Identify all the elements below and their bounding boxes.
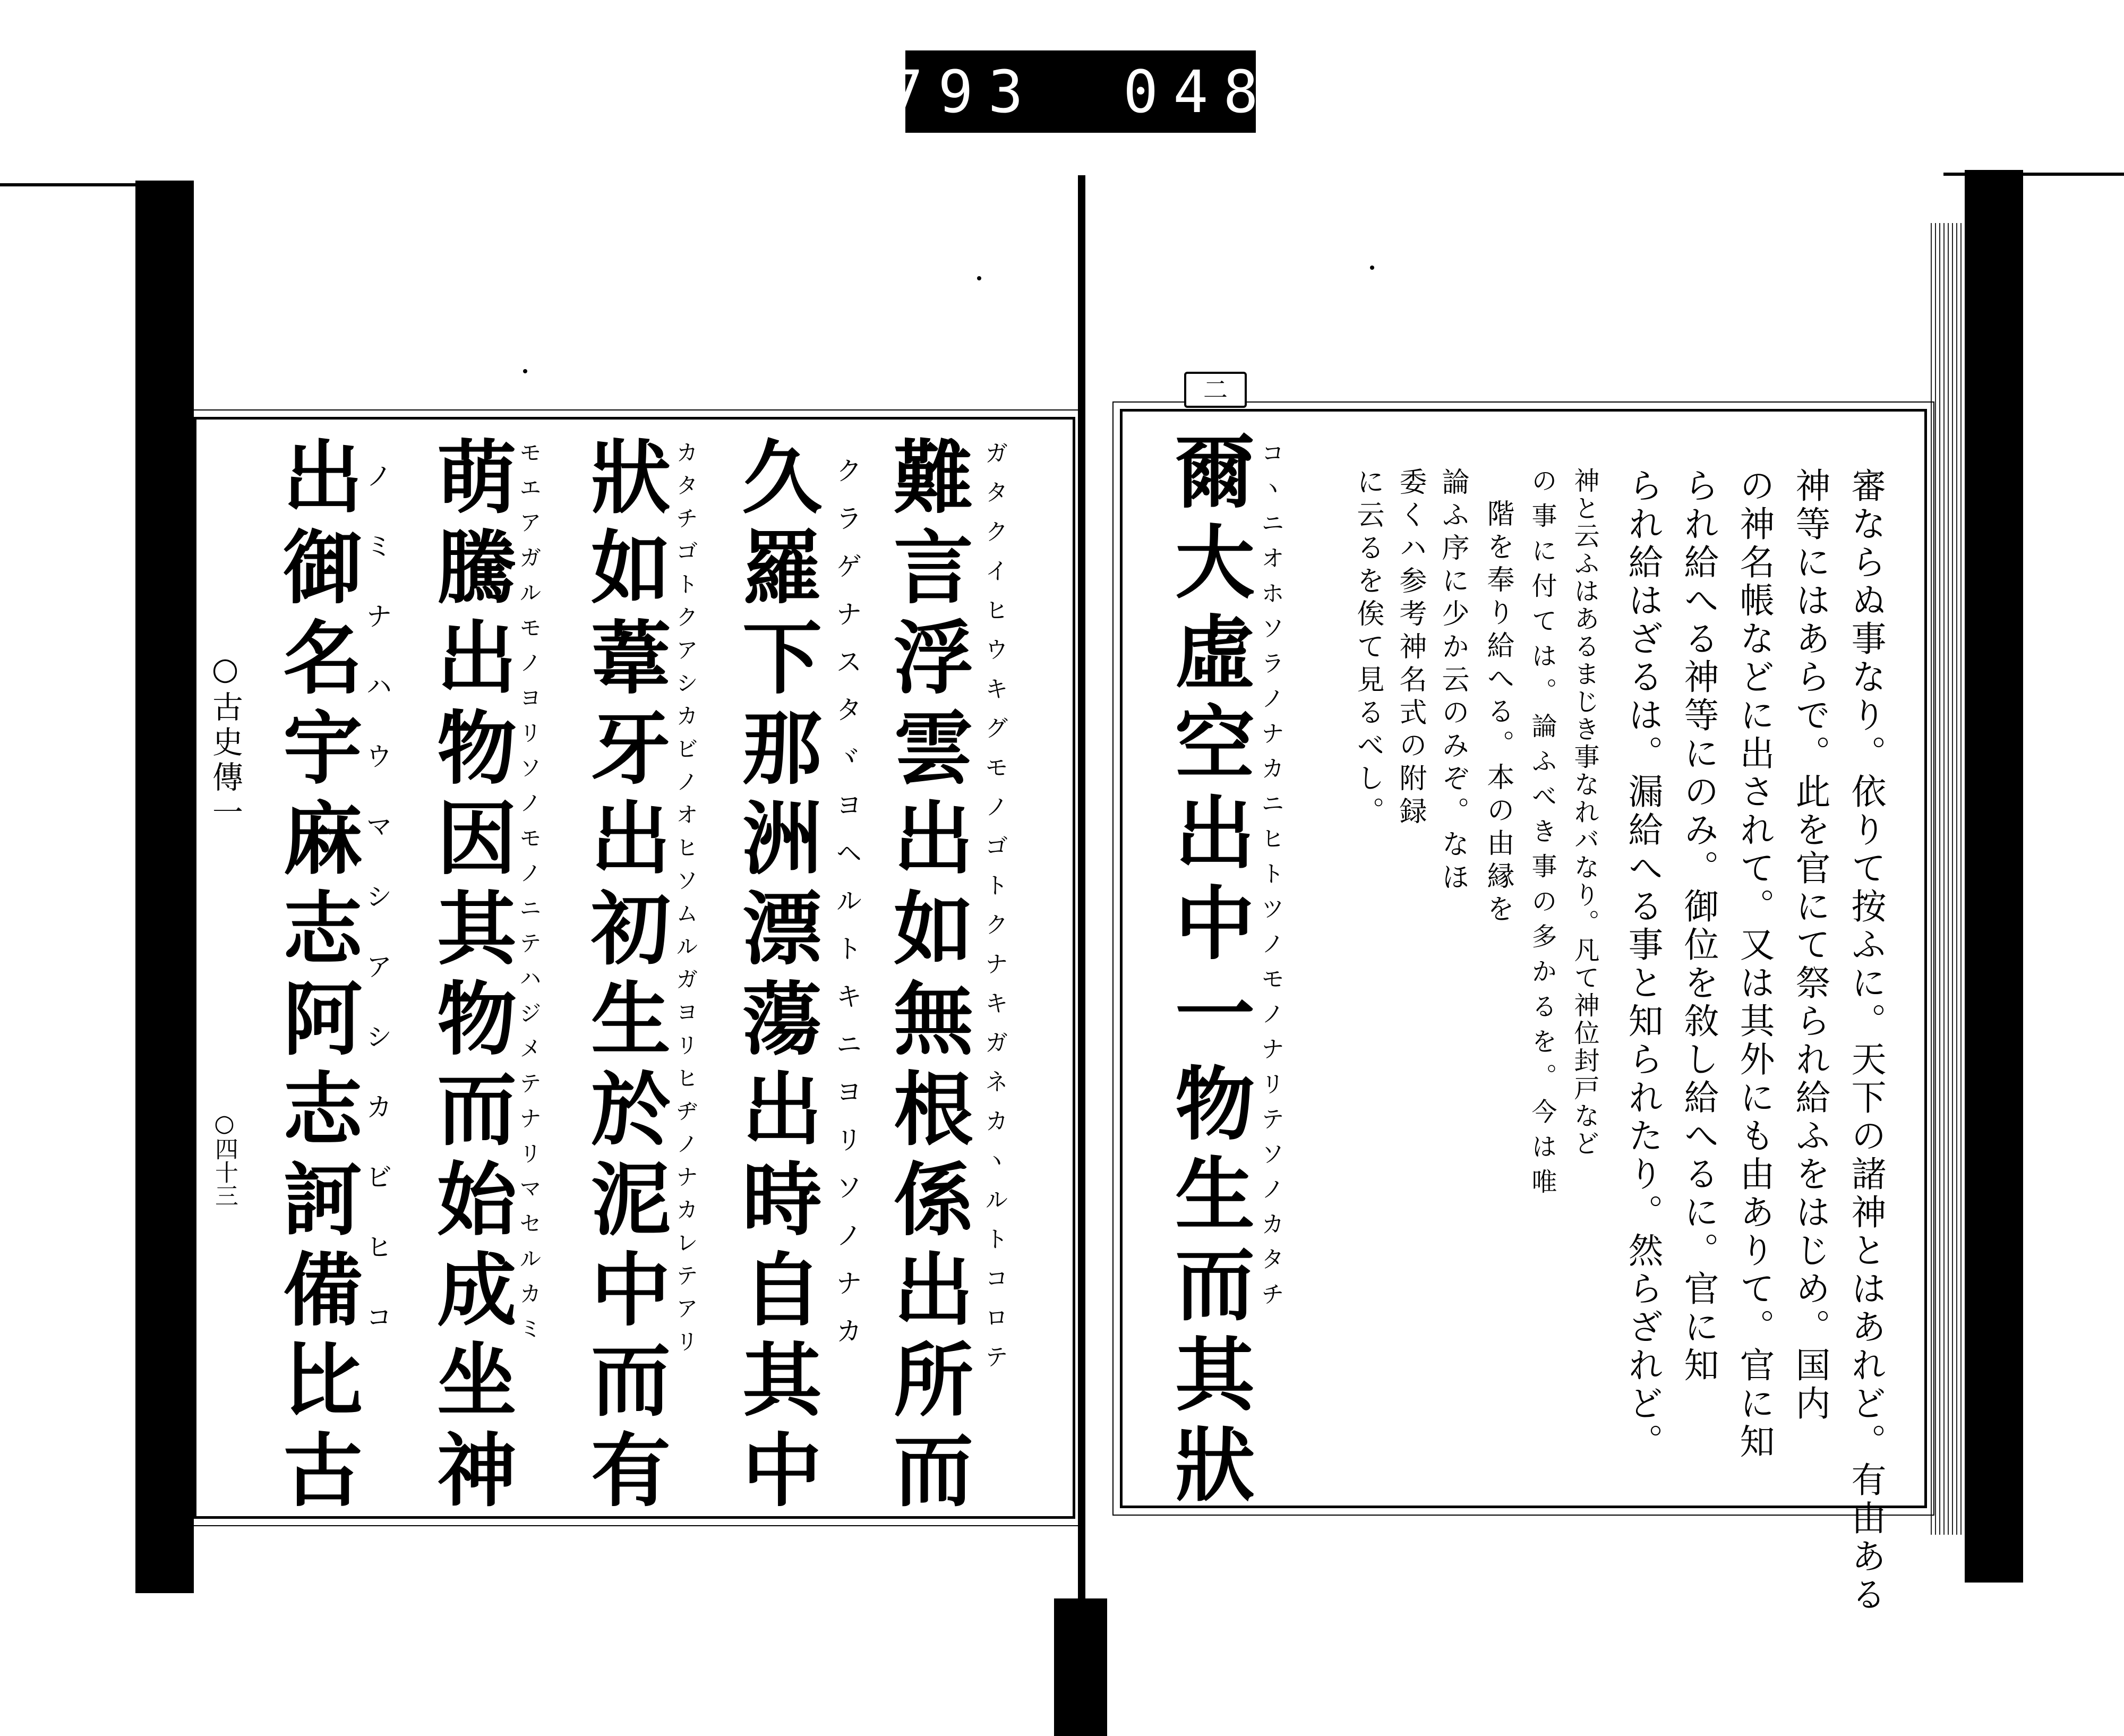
left-cover-edge bbox=[135, 181, 194, 1593]
right-column-5: られ給はざるは。漏給へる事と知られたり。然らざれど。 bbox=[1622, 467, 1663, 1461]
right-column-1: 審ならぬ事なり。依りて按ふに。天下の諸神とはあれど。有由ある bbox=[1845, 467, 1886, 1614]
right-ruby-main: コヽニオホソラノナカニヒトツノモノナリテソノカタチ bbox=[1257, 441, 1284, 1317]
spine-clip bbox=[1054, 1598, 1107, 1736]
archive-label-left: 793 bbox=[888, 57, 1038, 126]
right-column-7: の事に付ては。論ふべき事の多かるを。今は唯 bbox=[1527, 467, 1557, 1203]
right-leaf-stack bbox=[1928, 223, 1965, 1535]
right-column-4: られ給へる神等にのみ。御位を敘し給へるに。官に知 bbox=[1678, 467, 1719, 1385]
book-spine bbox=[1078, 175, 1085, 1609]
scan-speck bbox=[977, 276, 981, 280]
left-column-1: 難言浮雲出如無根係出所而 bbox=[880, 435, 973, 1519]
right-column-2: 神等にはあらで。此を官にて祭られ給ふをはじめ。国内 bbox=[1789, 467, 1830, 1423]
right-column-6: 神と云ふはあるまじき事なれバなり。凡て神位封戸など bbox=[1570, 467, 1599, 1158]
left-ruby-1: ガタクイヒウキグモノゴトクナキガネカヽルトコロテ bbox=[981, 441, 1008, 1384]
archive-label bbox=[888, 50, 1273, 133]
left-folio: ○四十三 bbox=[211, 1110, 238, 1207]
left-ruby-2: クラゲナスタヾヨヘルトキニヨリソノナカ bbox=[832, 457, 862, 1365]
right-column-10: 委くハ参考神名式の附録 bbox=[1394, 467, 1426, 829]
archive-label-right: 048 bbox=[1123, 57, 1273, 126]
right-column-8: 階を奉り給へる。本の由縁を bbox=[1482, 499, 1514, 927]
right-column-3: の神名帳などに出されて。又は其外にも由ありて。官に知 bbox=[1734, 467, 1775, 1461]
scan-speck bbox=[1370, 266, 1374, 270]
left-ruby-3: カタチゴトクアシカビノオヒソムルガヨリヒヂノナカレテアリ bbox=[673, 441, 699, 1363]
left-column-2: 久羅下那洲漂蕩出時自其中 bbox=[729, 435, 822, 1519]
left-column-3: 狀如葦牙出初生於泥中而有 bbox=[577, 435, 671, 1519]
right-column-9: 論ふ序に少か云のみぞ。なほ bbox=[1437, 467, 1469, 895]
left-column-4: 萌騰出物因其物而始成坐神 bbox=[423, 435, 517, 1519]
scan-speck bbox=[523, 369, 527, 373]
right-column-11: に云るを俟て見るべし。 bbox=[1352, 467, 1384, 829]
left-ruby-5: ノミナハウマシアシカビヒコ bbox=[362, 462, 392, 1373]
left-column-5: 出御名宇麻志阿志訶備比古 bbox=[269, 435, 363, 1519]
left-running-head: ○古史傳一 bbox=[207, 651, 243, 831]
right-cover-edge bbox=[1965, 170, 2023, 1583]
page-marker: 二 bbox=[1184, 372, 1247, 408]
right-column-main: 爾大虛空出中一物生而其狀 bbox=[1161, 430, 1255, 1513]
left-ruby-4: モエアガルモノヨリソノモノニテハジメテナリマセルカミ bbox=[516, 441, 542, 1352]
